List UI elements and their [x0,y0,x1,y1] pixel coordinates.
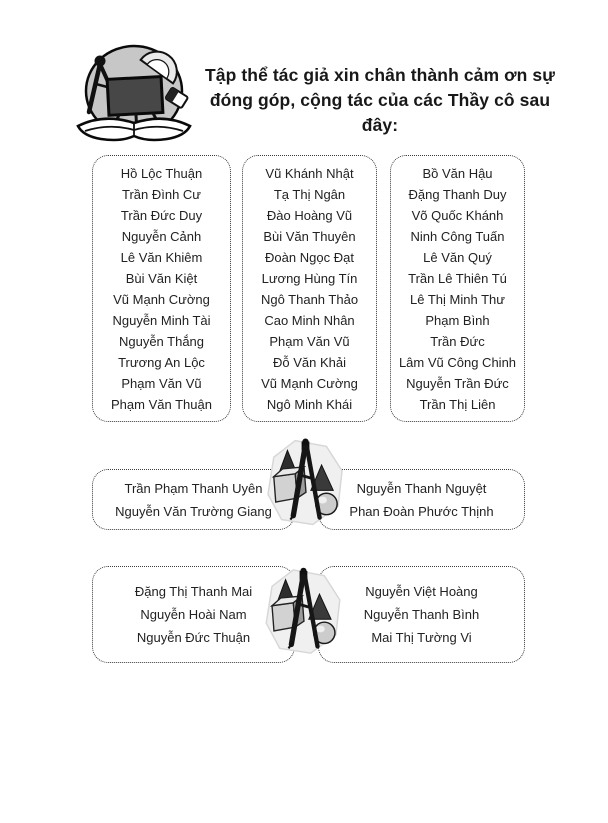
person-name: Nguyễn Minh Tài [112,312,211,328]
person-name: Nguyễn Hoài Nam [140,607,247,622]
person-name: Phạm Bình [425,312,490,328]
person-name: Lê Thị Minh Thư [410,291,505,307]
person-name: Phạm Văn Vũ [121,375,202,391]
person-name: Vũ Mạnh Cường [261,375,358,391]
person-name: Đào Hoàng Vũ [266,207,353,223]
person-name: Trần Phạm Thanh Uyên [124,480,263,496]
teacher-list-row2-right [318,469,525,530]
person-name: Võ Quốc Khánh [411,207,504,223]
teacher-list-column-2 [242,155,377,422]
compass-solids-icon [264,567,342,658]
person-name: Vũ Mạnh Cường [113,291,210,307]
person-name: Hồ Lộc Thuận [120,165,203,181]
person-name: Trần Đức Duy [120,207,203,223]
person-name: Đặng Thị Thanh Mai [134,584,253,599]
title-line-1: Tập thể tác giả xin chân thành cảm ơn sự [204,65,556,85]
person-name: Vũ Khánh Nhật [265,165,354,181]
person-name: Nguyễn Thắng [118,333,205,349]
person-name: Nguyễn Trần Đức [406,375,509,391]
person-name: Bùi Văn Kiệt [125,270,198,286]
person-name: Đỗ Văn Khải [273,354,346,370]
person-name: Lê Văn Quý [423,249,492,265]
person-name: Nguyễn Thanh Bình [363,607,480,622]
person-name: Trần Lê Thiên Tú [408,270,507,286]
person-name: Phạm Văn Vũ [269,333,350,349]
person-name: Ngô Thanh Thảo [260,291,359,307]
open-book-icon [78,119,190,140]
person-name: Lâm Vũ Công Chinh [398,354,517,370]
person-name: Cao Minh Nhân [264,312,355,328]
person-name: Trần Thị Liên [419,396,496,412]
teacher-list-column-1 [92,155,231,422]
teacher-list-row2-left [92,469,295,530]
person-name: Bùi Văn Thuyên [263,228,356,244]
person-name: Nguyễn Cảnh [121,228,202,244]
person-name: Trần Đức [430,333,485,349]
person-name: Trần Đình Cư [121,186,202,202]
person-name: Mai Thị Tường Vi [371,630,472,645]
person-name: Phan Đoàn Phước Thịnh [349,503,494,519]
geometry-tools-logo [70,44,198,156]
person-name: Nguyễn Thanh Nguyệt [356,480,487,496]
person-name: Đoàn Ngọc Đạt [265,249,354,265]
person-name: Nguyễn Đức Thuận [136,630,251,645]
person-name: Tạ Thị Ngân [273,186,346,202]
person-name: Nguyễn Việt Hoàng [365,584,478,599]
title-line-2: đóng góp, cộng tác của các Thầy cô sau đây: [209,90,551,135]
person-name: Nguyễn Văn Trường Giang [115,503,272,519]
compass-solids-icon [266,436,344,531]
person-name: Bồ Văn Hậu [422,165,493,181]
acknowledgment-title [198,63,562,138]
person-name: Ninh Công Tuấn [410,228,505,244]
person-name: Lê Văn Khiêm [120,249,203,265]
person-name: Phạm Văn Thuận [111,396,212,412]
person-name: Trương An Lộc [118,354,205,370]
person-name: Lương Hùng Tín [261,270,358,286]
person-name: Ngô Minh Khái [266,396,353,412]
teacher-list-column-3 [390,155,525,422]
person-name: Đặng Thanh Duy [408,186,507,202]
teacher-list-row3-right [318,566,525,663]
